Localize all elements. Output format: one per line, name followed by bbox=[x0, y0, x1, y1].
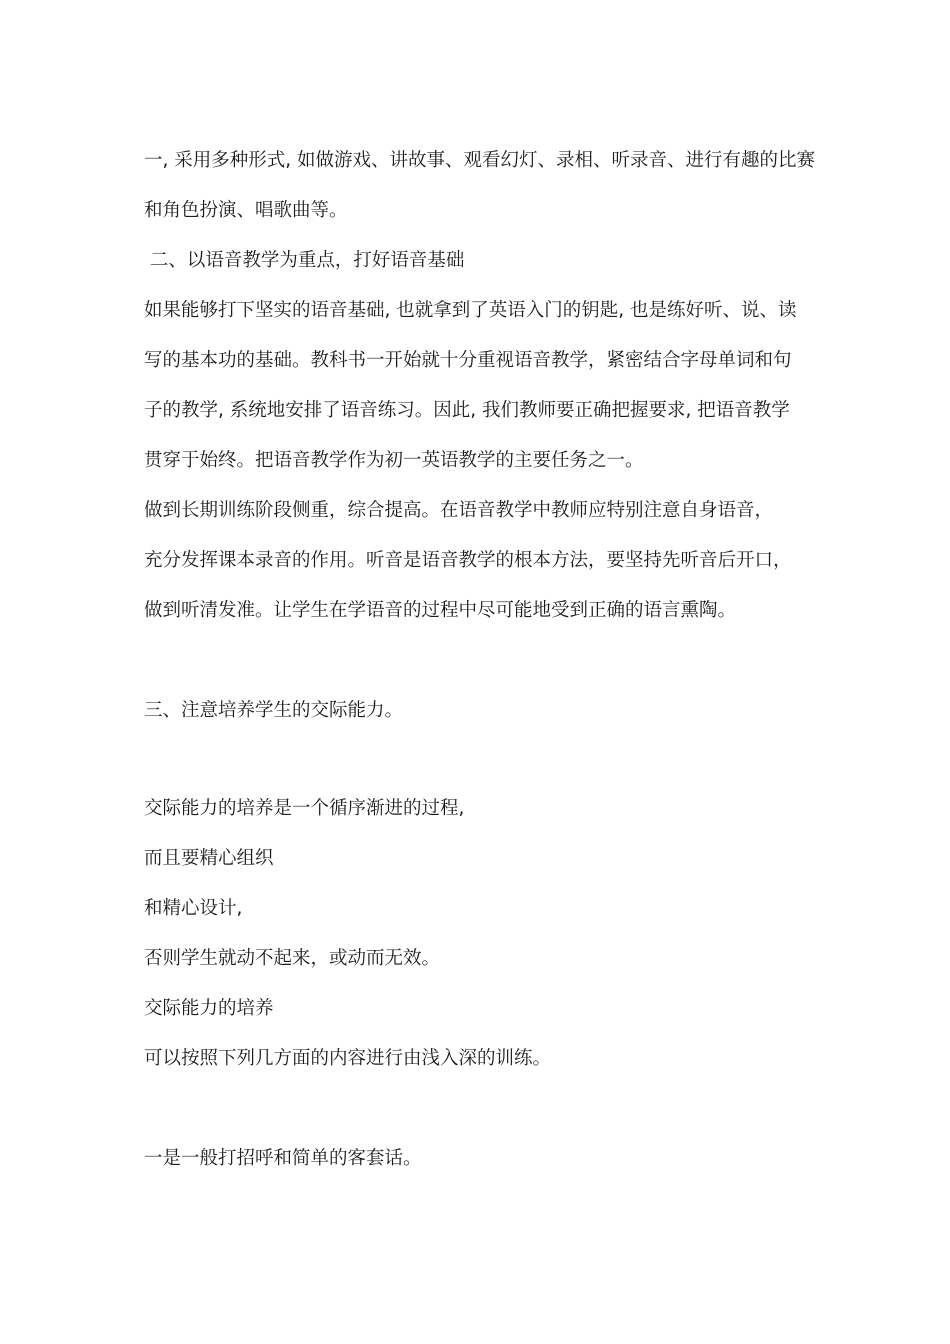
section-heading: 二、以语音教学为重点，打好语音基础 bbox=[144, 250, 465, 271]
paragraph-line: 做到听清发准。让学生在学语音的过程中尽可能地受到正确的语言熏陶。 bbox=[144, 600, 737, 621]
paragraph-line: 子的教学, 系统地安排了语音练习。因此, 我们教师要正确把握要求, 把语音教学 bbox=[144, 400, 790, 421]
section-heading: 三、注意培养学生的交际能力。 bbox=[144, 700, 404, 721]
paragraph-line: 可以按照下列几方面的内容进行由浅入深的训练。 bbox=[144, 1048, 552, 1069]
paragraph-line: 一是一般打招呼和简单的客套话。 bbox=[144, 1148, 422, 1169]
paragraph-line: 充分发挥课本录音的作用。听音是语音教学的根本方法，要坚持先听音后开口， bbox=[144, 550, 792, 571]
paragraph-line: 否则学生就动不起来，或动而无效。 bbox=[144, 948, 441, 969]
paragraph-line: 做到长期训练阶段侧重，综合提高。在语音教学中教师应特别注意自身语音， bbox=[144, 500, 774, 521]
paragraph-line: 交际能力的培养是一个循序渐进的过程, bbox=[144, 798, 465, 819]
paragraph-line: 和精心设计, bbox=[144, 898, 243, 919]
paragraph-line: 如果能够打下坚实的语音基础, 也就拿到了英语入门的钥匙, 也是练好听、说、读 bbox=[144, 300, 797, 321]
paragraph-line: 贯穿于始终。把语音教学作为初一英语教学的主要任务之一。 bbox=[144, 450, 644, 471]
paragraph-line: 写的基本功的基础。教科书一开始就十分重视语音教学，紧密结合字母单词和句 bbox=[144, 350, 792, 371]
paragraph-line: 而且要精心组织 bbox=[144, 848, 274, 869]
paragraph-line: 交际能力的培养 bbox=[144, 998, 274, 1019]
paragraph-line: 和角色扮演、唱歌曲等。 bbox=[144, 200, 348, 221]
paragraph-line: 一, 采用多种形式, 如做游戏、讲故事、观看幻灯、录相、听录音、进行有趣的比赛 bbox=[144, 150, 816, 171]
